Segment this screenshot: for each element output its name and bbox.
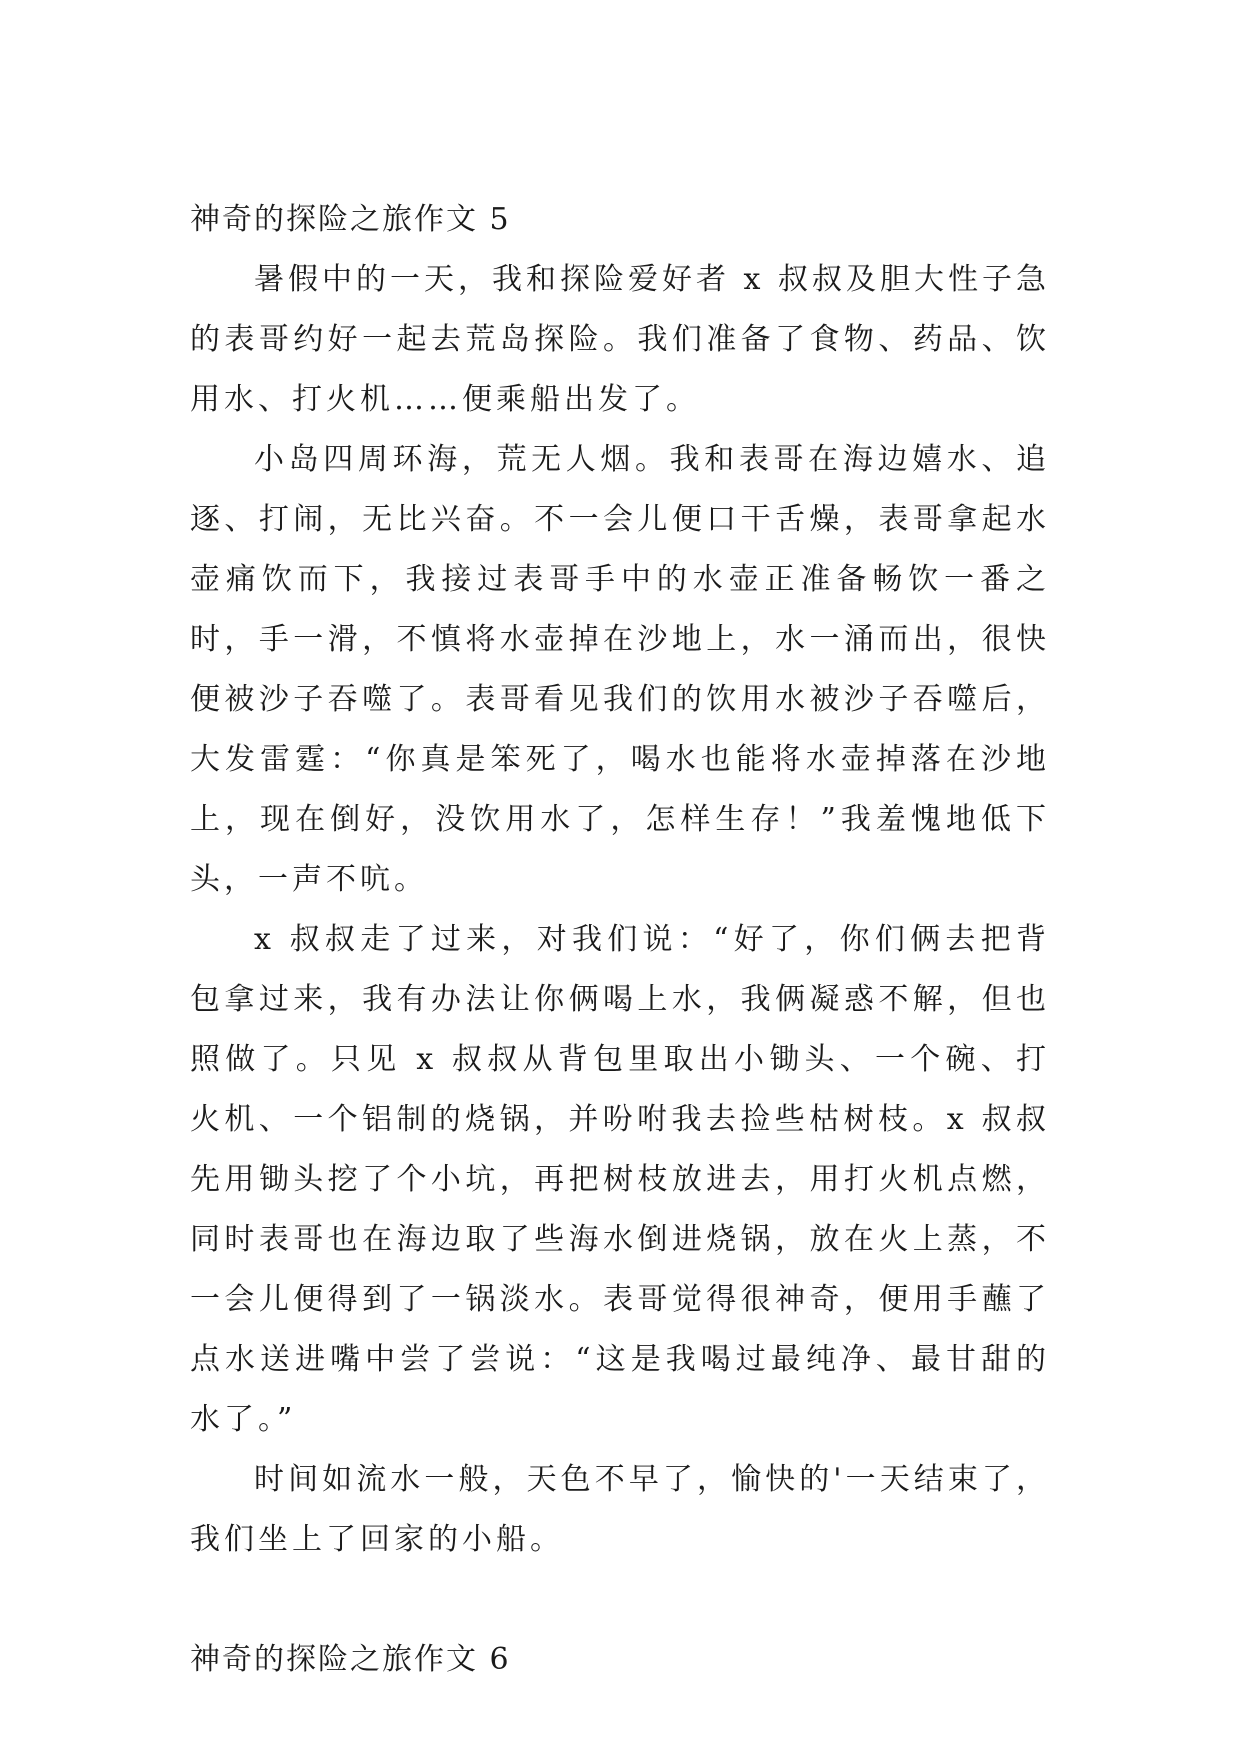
essay-5-title: 神奇的探险之旅作文 5 <box>190 202 511 237</box>
section-spacer <box>190 1570 1050 1630</box>
essay-5-paragraph-1: 暑假中的一天，我和探险爱好者 x 叔叔及胆大性子急的表哥约好一起去荒岛探险。我们准备了食物、药品、饮用水、打火机……便乘船出发了。 <box>190 262 1050 417</box>
essay-5-paragraph-3: x 叔叔走了过来，对我们说：“好了，你们俩去把背包拿过来，我有办法让你俩喝上水，我俩凝惑不解，但也照做了。只见 x 叔叔从背包里取出小锄头、一个碗、打火机、一个铝制的烧锅，并吩咐我去捡些枯树枝。x 叔叔先用锄头挖了个小坑，再把树枝放进去，用打火机点燃，同时表哥也在海边取了些海水倒进烧锅，放在火上蒸，不一会儿便得到了一锅淡水。表哥觉得很神奇，便用手蘸了点水送进嘴中尝了尝说：“这是我喝过最纯净、最甘甜的水了。” <box>190 922 1050 1437</box>
essay-5-paragraph-4: 时间如流水一般，天色不早了，愉快的'一天结束了，我们坐上了回家的小船。 <box>190 1462 1050 1557</box>
essay-6-title: 神奇的探险之旅作文 6 <box>190 1642 511 1677</box>
document-content <box>190 190 1050 1690</box>
essay-5-paragraph-2: 小岛四周环海，荒无人烟。我和表哥在海边嬉水、追逐、打闹，无比兴奋。不一会儿便口干舌燥，表哥拿起水壶痛饮而下，我接过表哥手中的水壶正准备畅饮一番之时，手一滑，不慎将水壶掉在沙地上，水一涌而出，很快便被沙子吞噬了。表哥看见我们的饮用水被沙子吞噬后，大发雷霆：“你真是笨死了，喝水也能将水壶掉落在沙地上，现在倒好，没饮用水了，怎样生存！”我羞愧地低下头，一声不吭。 <box>190 442 1050 897</box>
